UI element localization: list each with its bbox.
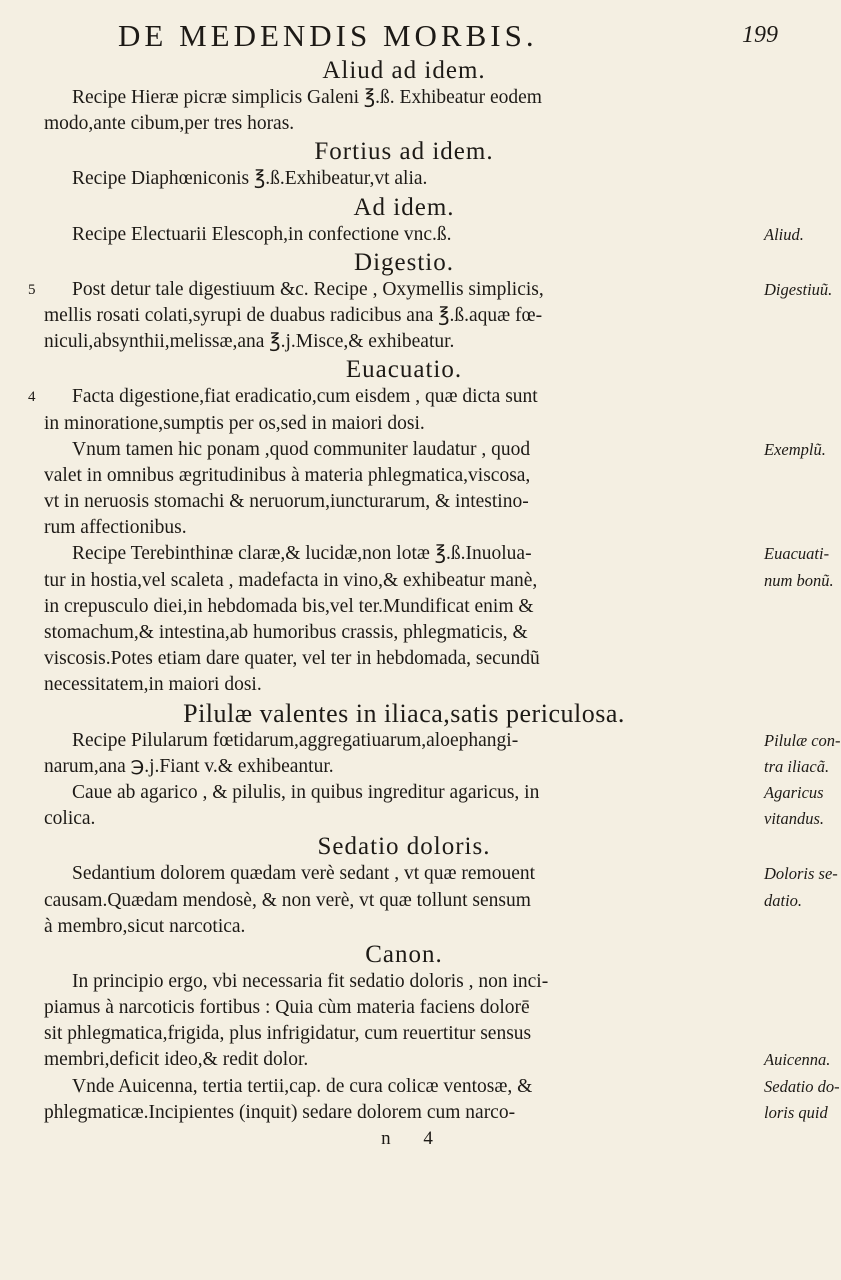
line-text: à membro,sicut narcotica. — [44, 915, 246, 937]
line-text: Post detur tale digestiuum &c. Recipe , Oxymellis simplicis, — [72, 278, 544, 300]
line-text: In principio ergo, vbi necessaria fit sedatio doloris , non inci- — [72, 970, 549, 992]
text-line — [44, 995, 764, 1021]
text-line — [44, 620, 764, 646]
line-text: vt in neruosis stomachi & neruorum,iuncturarum, & intestino- — [44, 491, 529, 513]
marginal-note: Aliud. — [764, 224, 804, 244]
line-text: necessitatem,in maiori dosi. — [44, 674, 262, 696]
line-text: Vnum tamen hic ponam ,quod communiter laudatur , quod — [72, 438, 531, 460]
text-line — [44, 111, 764, 137]
section-heading — [44, 355, 764, 384]
line-text: Caue ab agarico , & pilulis, in quibus ingreditur agaricus, in — [72, 781, 540, 803]
line-text: Fortius ad idem. — [314, 138, 494, 166]
text-line — [44, 329, 764, 355]
marginal-note: tra iliacã. — [764, 756, 830, 776]
line-text: tur in hostia,vel scaleta , madefacta in vino,& exhibeatur manè, — [44, 569, 538, 591]
marginal-note: Sedatio do- — [764, 1076, 840, 1096]
text-line — [44, 85, 764, 111]
marginal-note: loris quid — [764, 1102, 828, 1122]
section-heading — [44, 137, 764, 166]
text-line — [44, 303, 764, 329]
line-text: in crepusculo diei,in hebdomada bis,vel ter.Mundificat enim & — [44, 595, 534, 617]
text-line — [44, 515, 764, 541]
line-text: Vnde Auicenna, tertia tertii,cap. de cura colicæ ventosæ, & — [72, 1075, 533, 1097]
section-heading — [44, 193, 764, 222]
line-text: Facta digestione,fiat eradicatio,cum eisdem , quæ dicta sunt — [72, 386, 538, 408]
text-line — [44, 806, 825, 832]
marginal-note: datio. — [764, 890, 803, 910]
section-heading — [44, 832, 764, 861]
marginal-note: Euacuati- — [764, 544, 830, 564]
line-text: niculi,absynthii,melissæ,ana ℥.j.Misce,& exhibeatur. — [44, 331, 455, 353]
text-line — [44, 754, 830, 780]
text-line — [44, 568, 834, 594]
page-number: 199 — [742, 22, 778, 48]
section-heading — [44, 56, 764, 85]
text-line — [44, 411, 764, 437]
line-text: Recipe Pilularum fœtidarum,aggregatiuarum,aloephangi- — [72, 729, 519, 751]
line-text: Recipe Terebinthinæ claræ,& lucidæ,non lotæ ℥.ß.Inuolua- — [72, 543, 532, 565]
running-head: DE MEDENDIS MORBIS. — [118, 18, 538, 53]
text-line — [28, 384, 764, 410]
text-line — [44, 463, 764, 489]
line-text: Recipe Electuarii Elescoph,in confectione vnc.ß. — [72, 223, 452, 245]
line-text: colica. — [44, 808, 96, 830]
marginal-note: Exemplũ. — [764, 439, 826, 459]
marginal-note: num bonũ. — [764, 570, 834, 590]
line-text: Aliud ad idem. — [322, 57, 486, 84]
text-line — [44, 914, 764, 940]
marginal-note: Doloris se- — [764, 864, 838, 884]
text-body — [28, 56, 841, 1152]
line-text: Recipe Diaphœniconis ℥.ß.Exhibeatur,vt alia. — [72, 168, 428, 190]
text-line — [44, 861, 838, 887]
paragraph-number: 4 — [28, 389, 36, 406]
line-text: causam.Quædam mendosè, & non verè, vt quæ tollunt sensum — [44, 889, 531, 911]
marginal-note: Auicenna. — [764, 1050, 831, 1070]
text-line — [44, 489, 764, 515]
marginal-note: vitandus. — [764, 809, 825, 829]
marginal-note: Pilulæ con- — [764, 730, 841, 750]
text-line — [44, 437, 826, 463]
text-line — [44, 1021, 764, 1047]
text-line — [28, 277, 833, 303]
line-text: modo,ante cibum,per tres horas. — [44, 113, 295, 135]
text-line — [44, 222, 804, 248]
text-line — [44, 728, 841, 754]
text-line — [44, 780, 824, 806]
marginal-note: Digestiuũ. — [764, 279, 833, 299]
line-text: rum affectionibus. — [44, 517, 187, 539]
text-line — [44, 1074, 840, 1100]
marginal-note: Agaricus — [764, 782, 824, 802]
text-line — [44, 672, 764, 698]
section-heading — [44, 940, 764, 969]
section-heading — [44, 248, 764, 277]
line-text: valet in omnibus ægritudinibus à materia phlegmatica,viscosa, — [44, 464, 531, 486]
line-text: Canon. — [365, 940, 443, 968]
page-header — [118, 18, 778, 58]
line-text: stomachum,& intestina,ab humoribus crassis, phlegmaticis, & — [44, 622, 528, 643]
text-line — [44, 969, 764, 995]
line-text: phlegmaticæ.Incipientes (inquit) sedare dolorem cum narco- — [44, 1101, 516, 1123]
line-text: mellis rosati colati,syrupi de duabus radicibus ana ℥.ß.aquæ fœ- — [44, 304, 543, 326]
text-line — [44, 594, 764, 620]
line-text: Sedantium dolorem quædam verè sedant , vt quæ remouent — [72, 863, 536, 885]
line-text: narum,ana ℈.j.Fiant v.& exhibeantur. — [44, 755, 334, 777]
section-heading — [44, 699, 764, 728]
line-text: Digestio. — [354, 248, 454, 276]
line-text: piamus à narcoticis fortibus : Quia cùm materia faciens dolorē — [44, 997, 530, 1019]
line-text: viscosis.Potes etiam dare quater, vel ter in hebdomada, secundũ — [44, 648, 540, 670]
line-text: Recipe Hieræ picræ simplicis Galeni ℥.ß. Exhibeatur eodem — [72, 87, 542, 108]
text-line — [44, 1047, 831, 1073]
text-line — [44, 166, 764, 192]
line-text: Pilulæ valentes in iliaca,satis periculosa. — [183, 698, 625, 728]
text-line — [44, 888, 803, 914]
signature-mark: n 4 — [381, 1128, 447, 1149]
line-text: membri,deficit ideo,& redit dolor. — [44, 1049, 309, 1071]
text-line — [44, 646, 764, 672]
line-text: sit phlegmatica,frigida, plus infrigidatur, cum reuertitur sensus — [44, 1023, 532, 1045]
line-text: Sedatio doloris. — [317, 833, 491, 861]
paragraph-number: 5 — [28, 281, 36, 298]
line-text: Ad idem. — [353, 193, 455, 221]
line-text: in minoratione,sumptis per os,sed in maiori dosi. — [44, 412, 425, 434]
text-line — [44, 1100, 828, 1126]
text-line — [44, 541, 830, 567]
line-text: Euacuatio. — [345, 356, 463, 384]
